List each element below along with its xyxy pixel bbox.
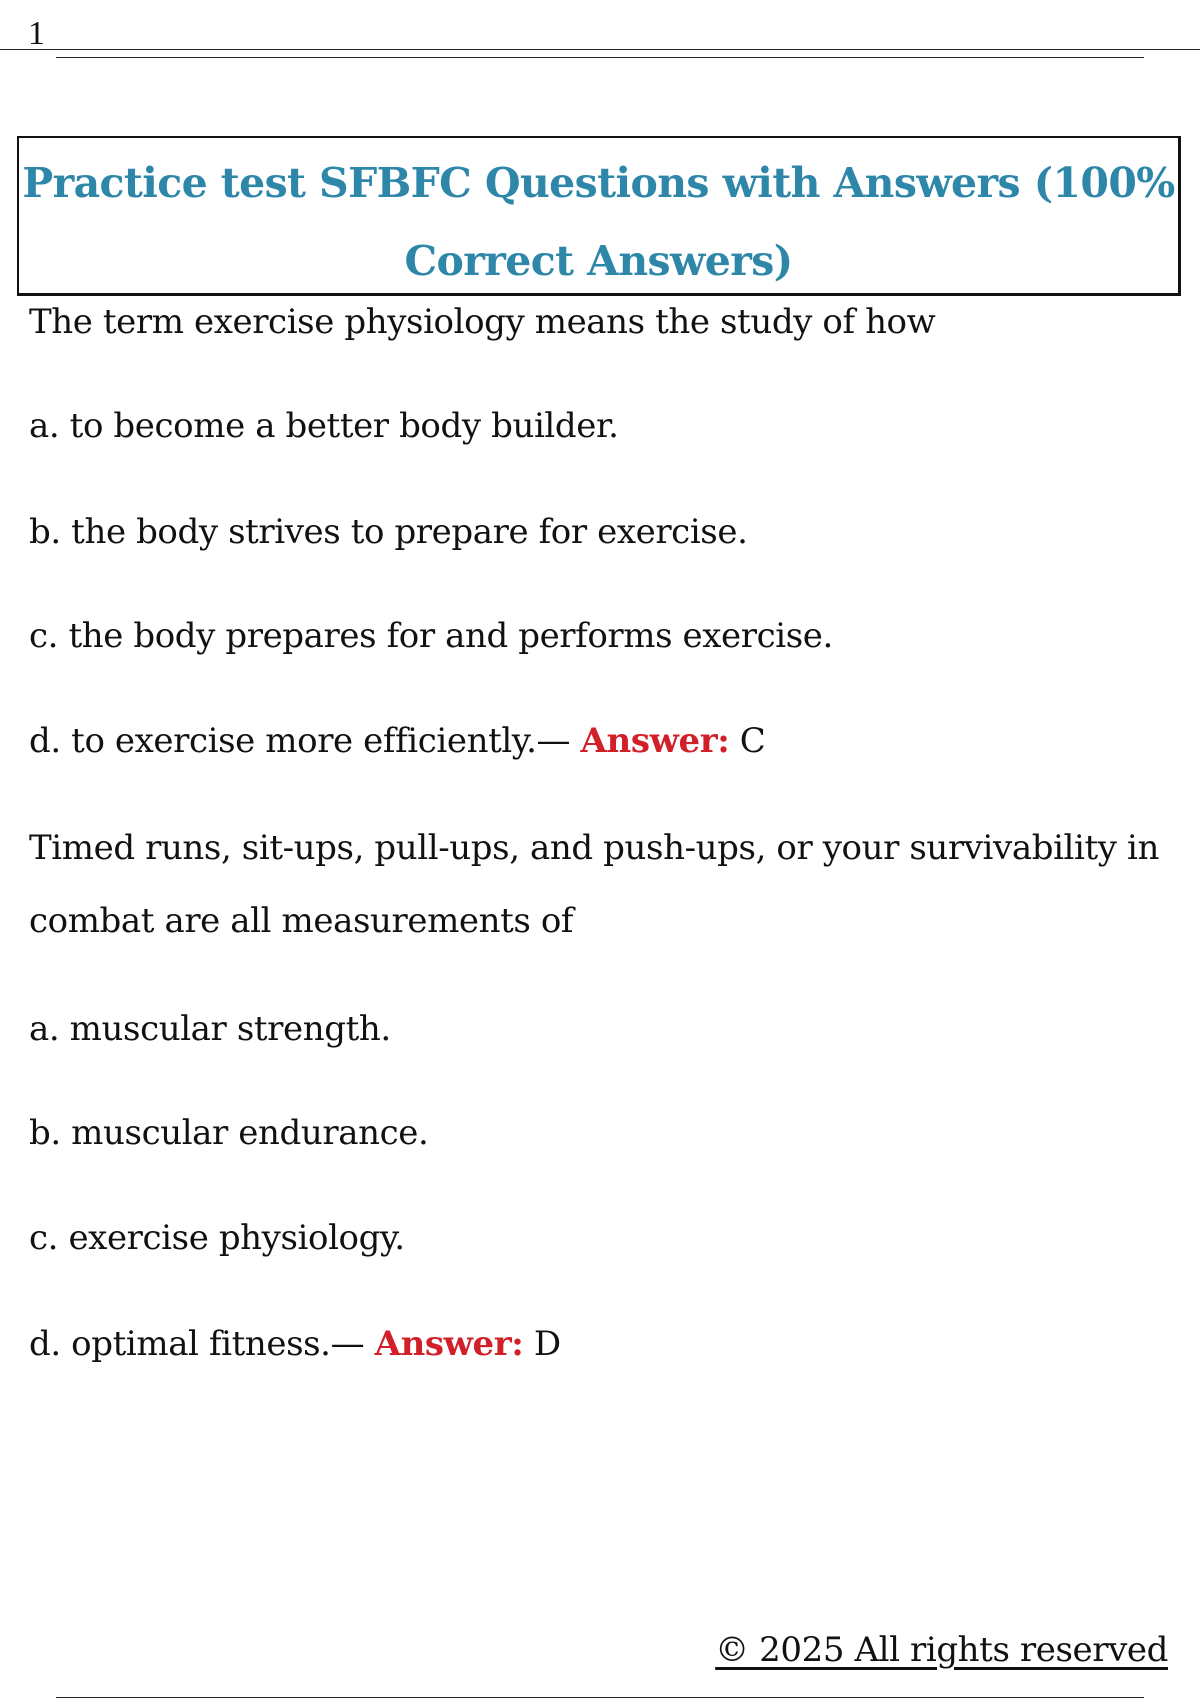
question-1-answer-label: Answer: bbox=[580, 721, 730, 761]
page-number: 1 bbox=[28, 15, 45, 52]
question-1-option-c: c. the body prepares for and performs exercise. bbox=[29, 616, 833, 656]
question-2-option-d-text: d. optimal fitness.— bbox=[29, 1324, 365, 1364]
question-1-option-d bbox=[29, 717, 765, 765]
document-title bbox=[19, 144, 1178, 300]
header-rule-bottom bbox=[56, 57, 1144, 58]
question-2-stem-line-1: Timed runs, sit-ups, pull-ups, and push-ups, or your survivability in bbox=[29, 828, 1159, 868]
document-title-line-2: Correct Answers) bbox=[404, 237, 793, 285]
question-2-answer-label: Answer: bbox=[374, 1324, 524, 1364]
question-2-answer-value: D bbox=[533, 1324, 561, 1364]
question-2-option-d bbox=[29, 1320, 561, 1368]
footer-rule bbox=[56, 1697, 1144, 1698]
question-2-option-a: a. muscular strength. bbox=[29, 1009, 391, 1049]
question-2-option-b: b. muscular endurance. bbox=[29, 1113, 429, 1153]
question-1-answer-value: C bbox=[739, 721, 766, 761]
title-box bbox=[17, 136, 1181, 296]
document-title-line-1: Practice test SFBFC Questions with Answers (100% bbox=[22, 159, 1175, 207]
question-2-option-c: c. exercise physiology. bbox=[29, 1218, 405, 1258]
question-1-option-a: a. to become a better body builder. bbox=[29, 406, 619, 446]
header-rule-top bbox=[0, 49, 1200, 50]
footer-rights: © 2025 All rights reserved bbox=[715, 1630, 1168, 1670]
question-2-stem-line-2: combat are all measurements of bbox=[29, 901, 574, 941]
question-1-stem: The term exercise physiology means the study of how bbox=[29, 302, 936, 342]
question-1-option-b: b. the body strives to prepare for exercise. bbox=[29, 512, 748, 552]
question-1-option-d-text: d. to exercise more efficiently.— bbox=[29, 721, 571, 761]
